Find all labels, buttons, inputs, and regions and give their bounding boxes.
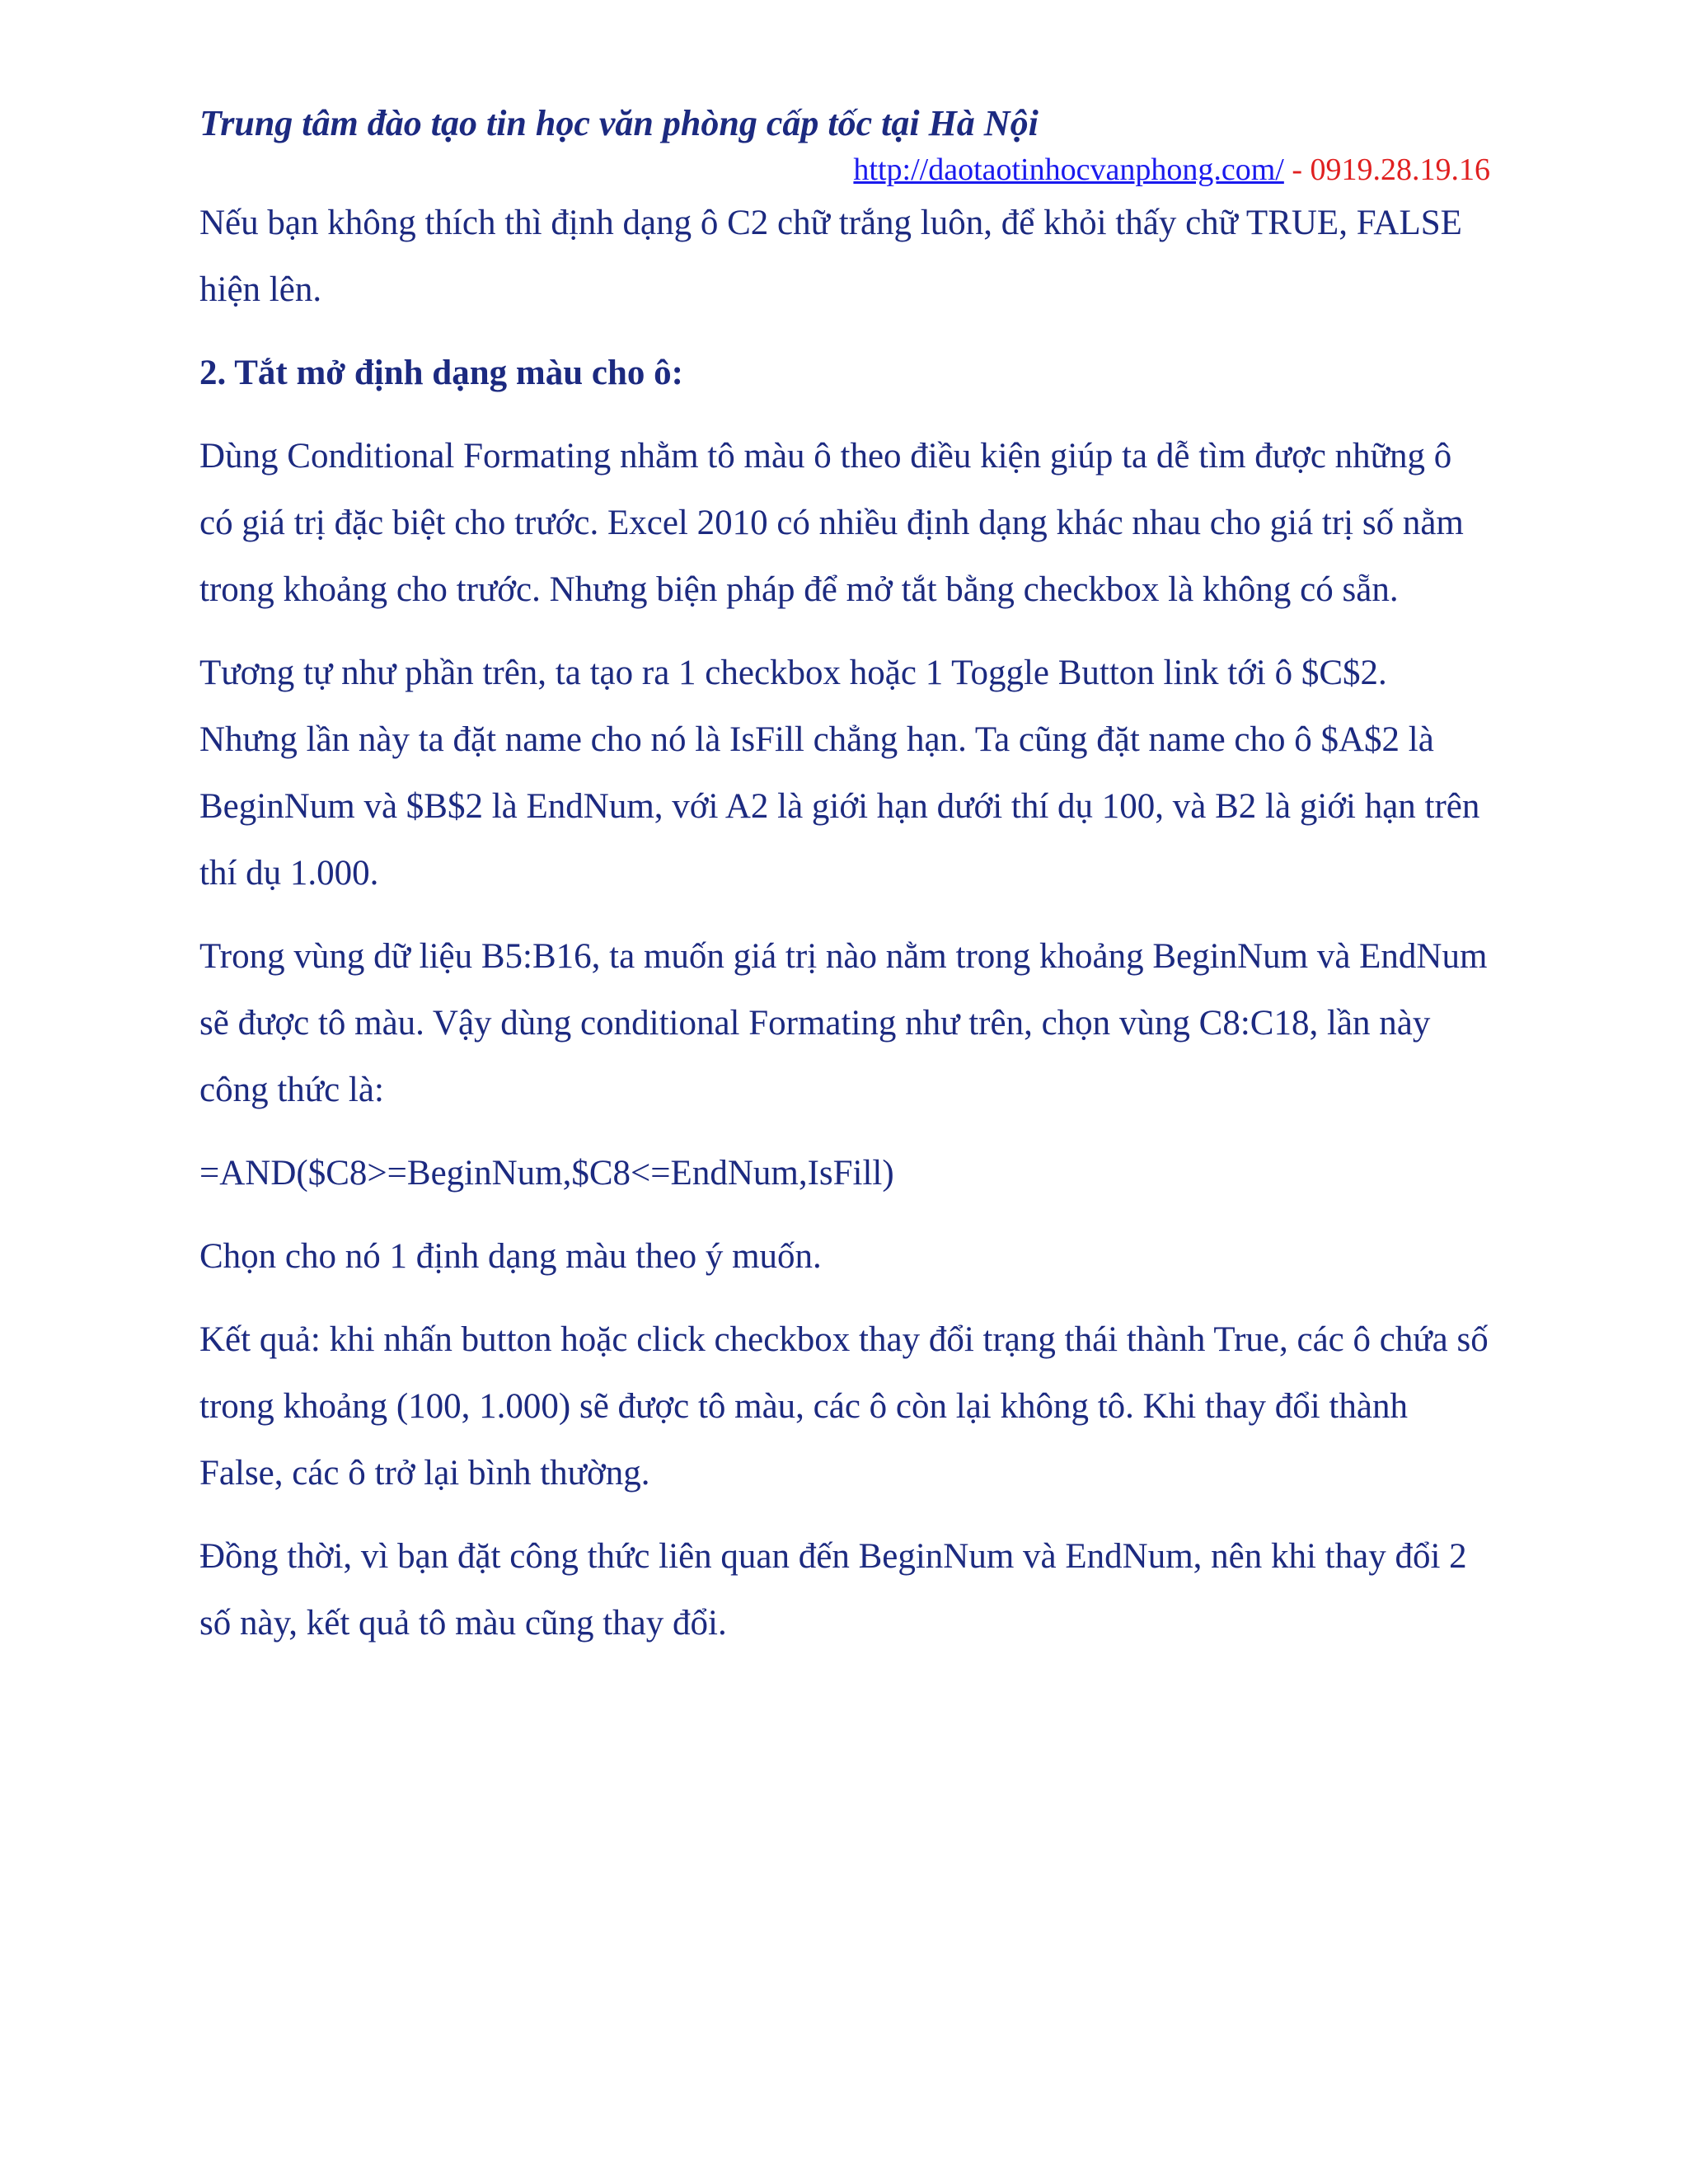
formula-line: =AND($C8>=BeginNum,$C8<=EndNum,IsFill) [199, 1154, 894, 1193]
website-link[interactable]: http://daotaotinhocvanphong.com/ [853, 152, 1284, 187]
paragraph-7: Đồng thời, vì bạn đặt công thức liên quan đến BeginNum và EndNum, nên khi thay đổi 2 số này, kết quả tô màu cũng thay đổi. [199, 1537, 1467, 1643]
paragraph-2: Dùng Conditional Formating nhằm tô màu ô theo điều kiện giúp ta dễ tìm được những ô có giá trị đặc biệt cho trước. Excel 2010 có nhiều định dạng khác nhau cho giá trị số nằm trong khoảng cho trước. Nhưng biện pháp để mở tắt bằng checkbox là không có sẵn. [199, 437, 1464, 609]
paragraph-3: Tương tự như phần trên, ta tạo ra 1 checkbox hoặc 1 Toggle Button link tới ô $C$2. Nhưng lần này ta đặt name cho nó là IsFill chẳng hạn. Ta cũng đặt name cho ô $A$2 là BeginNum và $B$2 là EndNum, với A2 là giới hạn dưới thí dụ 100, và B2 là giới hạn trên thí dụ 1.000. [199, 654, 1480, 893]
document-page [199, 97, 1490, 1657]
section-heading: 2. Tắt mở định dạng màu cho ô: [199, 354, 683, 392]
header-contact [199, 150, 1490, 190]
paragraph-5: Chọn cho nó 1 định dạng màu theo ý muốn. [199, 1237, 822, 1276]
paragraph-1: Nếu bạn không thích thì định dạng ô C2 chữ trắng luôn, để khỏi thấy chữ TRUE, FALSE hiện lên. [199, 204, 1462, 309]
page-header [199, 97, 1490, 190]
header-title: Trung tâm đào tạo tin học văn phòng cấp tốc tại Hà Nội [199, 103, 1039, 143]
paragraph-4: Trong vùng dữ liệu B5:B16, ta muốn giá trị nào nằm trong khoảng BeginNum và EndNum sẽ được tô màu. Vậy dùng conditional Formating như trên, chọn vùng C8:C18, lần này công thức là: [199, 937, 1488, 1109]
phone-number: 0919.28.19.16 [1310, 152, 1490, 187]
document-body [199, 190, 1490, 1657]
paragraph-6: Kết quả: khi nhấn button hoặc click checkbox thay đổi trạng thái thành True, các ô chứa số trong khoảng (100, 1.000) sẽ được tô màu, các ô còn lại không tô. Khi thay đổi thành False, các ô trở lại bình thường. [199, 1320, 1489, 1493]
header-separator: - [1283, 152, 1311, 187]
